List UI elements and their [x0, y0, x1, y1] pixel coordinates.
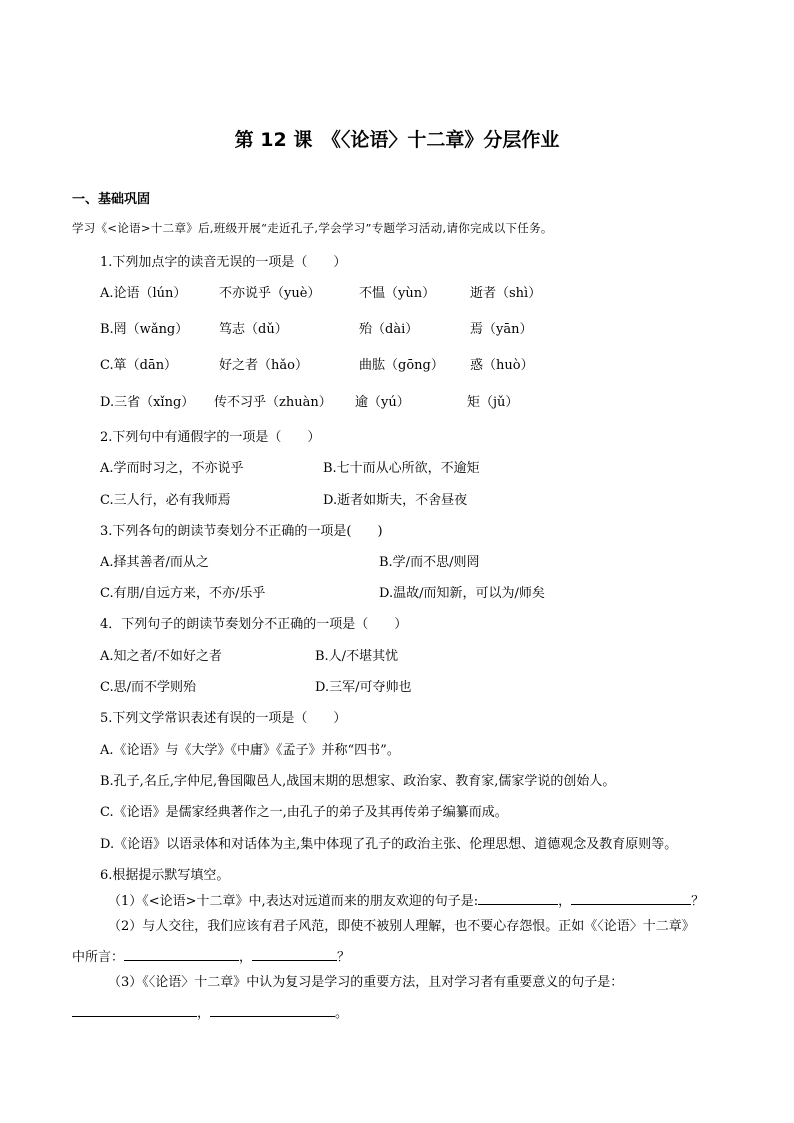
end-mark: ？	[337, 950, 351, 965]
option-c: C.思/而不学则殆	[100, 680, 196, 695]
question-5-stem: 5.下列文学常识表述有误的一项是（ ）	[100, 711, 347, 726]
option-a-2: 不亦说乎（yuè）	[219, 286, 321, 301]
option-c: C.三人行，必有我师焉	[100, 493, 231, 508]
separator: ，	[239, 950, 253, 965]
fill-item-1	[108, 890, 704, 911]
option-a: A.择其善者/而从之	[100, 555, 209, 570]
option-a-4: 逝者（shì）	[470, 286, 542, 301]
question-6-stem: 6.根据提示默写填空。	[100, 868, 230, 883]
option-c: C.有朋/自远方来，不亦/乐乎	[100, 586, 266, 601]
option-d-1: D.三省（xǐng）	[100, 395, 195, 410]
option-d: D.《论语》以语录体和对话体为主,集中体现了孔子的政治主张、伦理思想、道德观念及教育原则等。	[100, 837, 678, 852]
option-a: A.学而时习之，不亦说乎	[100, 461, 244, 476]
option-b: B.学/而不思/则罔	[379, 555, 480, 570]
option-b-4: 焉（yān）	[470, 322, 533, 337]
option-d-4: 矩（jǔ）	[467, 395, 519, 410]
option-b-2: 笃志（dǔ）	[219, 322, 288, 337]
end-mark: ？	[691, 894, 705, 909]
option-b: B.人/不堪其忧	[315, 649, 399, 664]
fill-item-3-line-2	[72, 1002, 348, 1023]
section-heading: 一、基础巩固	[72, 192, 151, 207]
answer-blank[interactable]	[124, 946, 239, 961]
separator: ，	[197, 1006, 211, 1021]
option-d: D.三军/可夺帅也	[315, 680, 412, 695]
answer-blank[interactable]	[478, 890, 558, 905]
question-4-stem: 4．下列句子的朗读节奏划分不正确的一项是（ ）	[100, 617, 408, 632]
fill-item-2-text: 中所言：	[72, 950, 125, 965]
option-b-1: B.罔（wǎng）	[100, 322, 189, 337]
option-d: D.温故/而知新，可以为/师矣	[379, 586, 545, 601]
option-a: A.《论语》与《大学》《中庸》《孟子》并称“四书”。	[100, 743, 400, 758]
option-a: A.知之者/不如好之者	[100, 649, 222, 664]
option-d: D.逝者如斯夫，不舍昼夜	[323, 493, 468, 508]
option-a-1: A.论语（lún）	[100, 286, 187, 301]
option-d-2: 传不习乎（zhuàn）	[214, 395, 332, 410]
option-c-4: 惑（huò）	[470, 358, 534, 373]
option-c-1: C.箪（dān）	[100, 358, 178, 373]
option-b-3: 殆（dài）	[359, 322, 419, 337]
page-title: 第 12 课 《〈论语〉十二章》分层作业	[234, 129, 560, 151]
question-1-stem: 1.下列加点字的读音无误的一项是（ ）	[100, 255, 347, 270]
answer-blank[interactable]	[72, 1002, 197, 1017]
fill-item-3-line-1: （3）《〈论语〉十二章》中认为复习是学习的重要方法，且对学习者有重要意义的句子是：	[108, 975, 624, 990]
fill-item-2-line-2	[72, 946, 350, 967]
answer-blank[interactable]	[252, 946, 337, 961]
question-3-stem: 3.下列各句的朗读节奏划分不正确的一项是( )	[100, 524, 383, 539]
option-b: B.七十而从心所欲，不逾矩	[323, 461, 480, 476]
option-d-3: 逾（yú）	[355, 395, 410, 410]
fill-item-2-line-1: （2）与人交往，我们应该有君子风范，即使不被别人理解，也不要心存怨恨。正如《〈论语〉十二章》	[108, 919, 695, 934]
option-b: B.孔子,名丘,字仲尼,鲁国陬邑人,战国末期的思想家、政治家、教育家,儒家学说的创始人。	[100, 774, 616, 789]
option-a-3: 不愠（yùn）	[359, 286, 436, 301]
option-c-2: 好之者（hǎo）	[219, 358, 308, 373]
option-c-3: 曲肱（gōng）	[359, 358, 444, 373]
end-mark: 。	[335, 1006, 349, 1021]
fill-item-1-text: （1）《<论语>十二章》中,表达对远道而来的朋友欢迎的句子是:	[108, 894, 479, 909]
question-2-stem: 2.下列句中有通假字的一项是（ ）	[100, 430, 321, 445]
intro-text: 学习《<论语>十二章》后,班级开展“走近孔子,学会学习”专题学习活动,请你完成以下任务。	[72, 221, 553, 235]
answer-blank[interactable]	[571, 890, 691, 905]
option-c: C.《论语》是儒家经典著作之一,由孔子的弟子及其再传弟子编纂而成。	[100, 805, 508, 820]
answer-blank[interactable]	[210, 1002, 335, 1017]
separator: ，	[558, 894, 572, 909]
